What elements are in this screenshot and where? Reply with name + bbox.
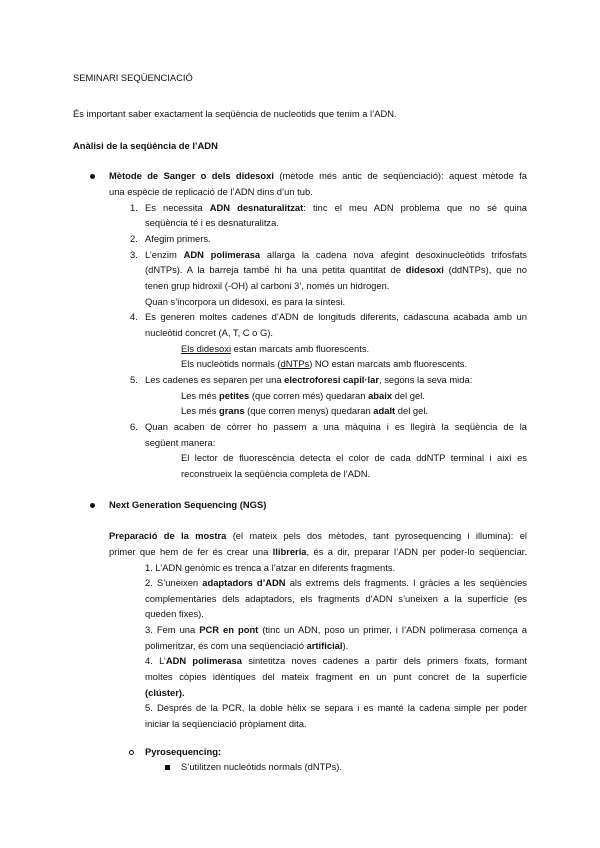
sub-line: Les més grans (que corren menys) quedaran adalt del gel. xyxy=(181,405,429,416)
list-number: 2. xyxy=(130,233,138,244)
list-item-cont: (dNTPs). A la barreja també hi ha una petita quantitat de didesoxi (ddNTPs), que no xyxy=(145,264,527,275)
prep-line-2: primer que hem de fer és crear una llibreria, és a dir, preparar l’ADN per poder-lo seqüenciar. xyxy=(109,546,527,557)
pyro-item: S’utilitzen nucleòtids normals (dNTPs). xyxy=(181,761,342,772)
ngs-title: Next Generation Sequencing (NGS) xyxy=(109,499,267,510)
bullet-icon xyxy=(90,503,95,508)
ngs-step-4-cont: moltes còpies idèntiques del mateix fragment en un punt concret de la superfície xyxy=(145,671,527,682)
ngs-step-2-cont: queden fixes). xyxy=(145,608,204,619)
list-item-cont: següent manera: xyxy=(145,437,216,448)
ngs-step-3: 3. Fem una PCR en pont (tinc un ADN, poso un primer, i l’ADN polimerasa comença a xyxy=(145,624,527,635)
list-item: L’enzim ADN polimerasa allarga la cadena nova afegint desoxinucleòtids trifosfats xyxy=(145,249,527,260)
list-item-cont: seqüència té i es desnaturalitza. xyxy=(145,217,279,228)
list-item-cont: nucleòtid concret (A, T, C o G). xyxy=(145,327,274,338)
square-bullet-icon xyxy=(165,765,170,770)
ngs-step-5-cont: iniciar la seqüenciació pròpiament dita. xyxy=(145,718,307,729)
sub-line: El lector de fluorescència detecta el color de cada ddNTP terminal i així es xyxy=(181,452,527,463)
document-title: SEMINARI SEQÜENCIACIÓ xyxy=(73,72,193,83)
list-number: 4. xyxy=(130,311,138,322)
sanger-line-1: Mètode de Sanger o dels didesoxi (mètode més antic de seqüenciació): aquest mètode fa xyxy=(109,170,528,181)
list-number: 5. xyxy=(130,374,138,385)
list-item: Afegim primers. xyxy=(145,233,211,244)
section-heading: Anàlisi de la seqüència de l’ADN xyxy=(73,140,218,151)
ngs-step-5: 5. Després de la PCR, la doble hèlix se separa i es manté la cadena simple per poder xyxy=(145,702,527,713)
list-item: Es generen moltes cadenes d’ADN de longituds diferents, cadascuna acabada amb un xyxy=(145,311,527,322)
list-number: 6. xyxy=(130,421,138,432)
sub-line: Els nucleòtids normals (dNTPs) NO estan marcats amb fluorescents. xyxy=(181,358,468,369)
sub-line: Les més petites (que corren més) quedaran abaix del gel. xyxy=(181,390,425,401)
list-item: Quan acaben de còrrer ho passem a una màquina i es llegirà la seqüència de la xyxy=(145,421,527,432)
list-item-cont: tenen grup hidroxil (-OH) al carboni 3’, només un hidrogen. xyxy=(145,280,390,291)
prep-line-1: Preparació de la mostra (el mateix pels dos mètodes, tant pyrosequencing i illumina): el xyxy=(109,530,527,541)
sub-line: reconstrueix la seqüència completa de l’ADN. xyxy=(181,468,371,479)
list-number: 3. xyxy=(130,249,138,260)
list-item-cont: Quan s’incorpora un didesoxi, es para la síntesi. xyxy=(145,296,346,307)
list-number: 1. xyxy=(130,202,138,213)
ngs-step-4-cont: (clúster). xyxy=(145,687,185,698)
circle-bullet-icon xyxy=(129,750,134,755)
ngs-step-1: 1. L’ADN genòmic es trenca a l’atzar en diferents fragments. xyxy=(145,562,396,573)
ngs-step-2: 2. S’uneixen adaptadors d’ADN als extrems dels fragments. I gràcies a les seqüències xyxy=(145,577,527,588)
sanger-line-2: una espècie de replicació de l’ADN dins d’un tub. xyxy=(109,186,313,197)
ngs-step-3-cont: polimeritzar, és com una seqüenciació artificial). xyxy=(145,640,349,651)
sub-line: Els didesoxi estan marcats amb fluorescents. xyxy=(181,343,370,354)
list-item: Es necessita ADN desnaturalitzat: tinc el meu ADN problema que no sé quina xyxy=(145,202,527,213)
list-item: Les cadenes es separen per una electroforesi capil·lar, segons la seva mida: xyxy=(145,374,473,385)
ngs-step-4: 4. L’ADN polimerasa sintetitza noves cadenes a partir dels primers fixats, formant xyxy=(145,655,527,666)
pyro-title: Pyrosequencing: xyxy=(145,746,222,757)
bullet-icon xyxy=(90,174,95,179)
intro-paragraph: És important saber exactament la seqüència de nucleotids que tenim a l’ADN. xyxy=(73,108,397,119)
ngs-step-2-cont: complementàries dels adaptadors, els fragments d’ADN s’uneixen a la superfície (es xyxy=(145,593,527,604)
